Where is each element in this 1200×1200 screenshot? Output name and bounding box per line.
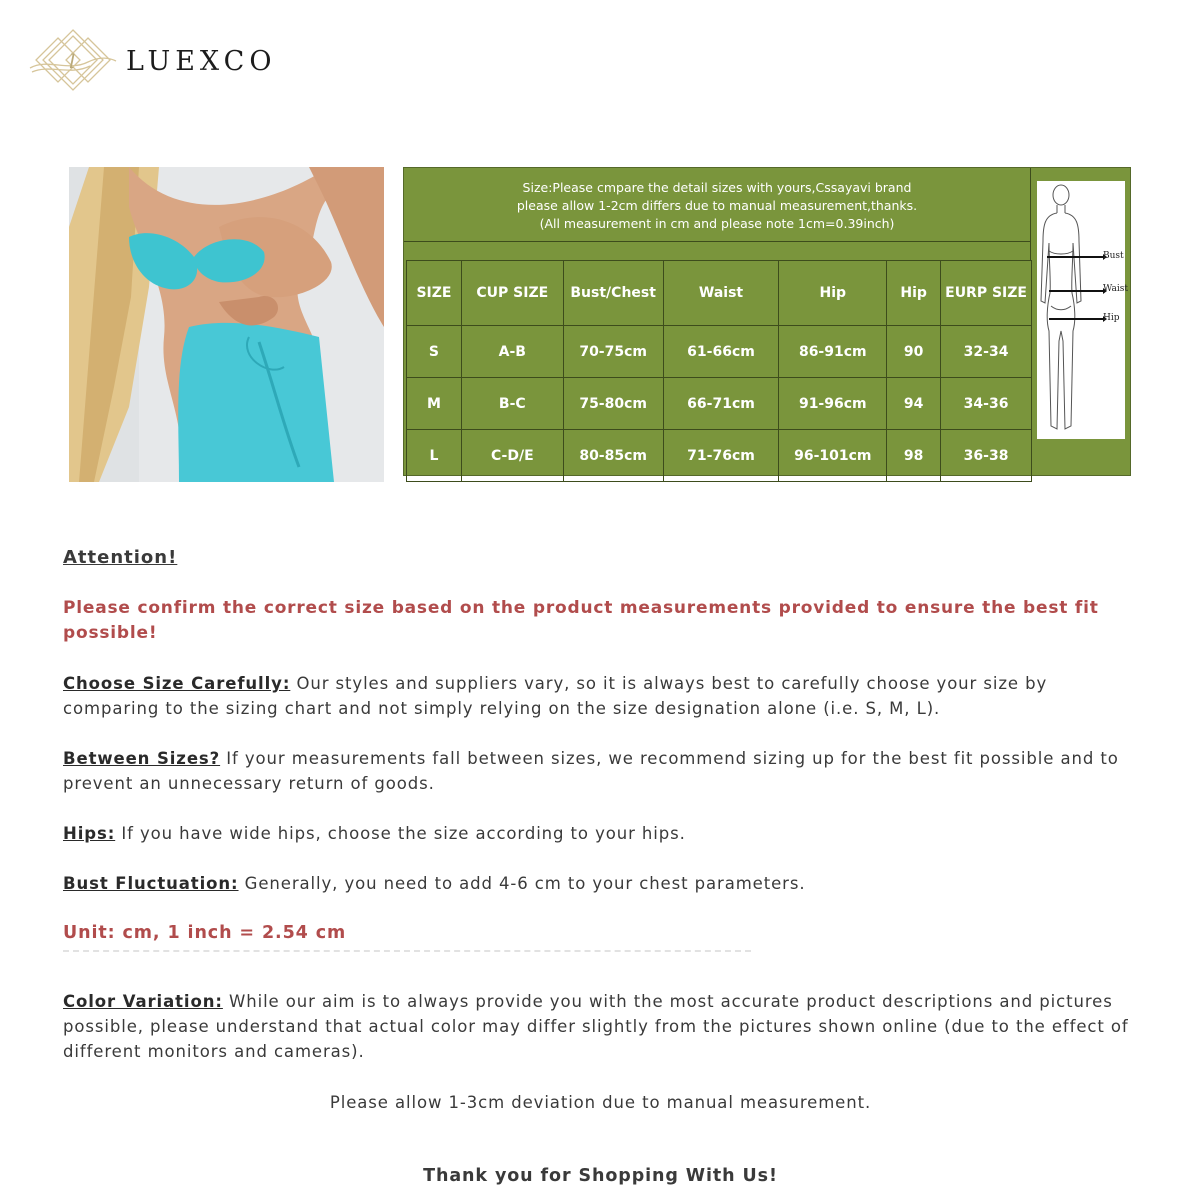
table-cell: 91-96cm — [779, 378, 887, 430]
table-cell: 71-76cm — [663, 430, 779, 482]
size-chart-note-line: (All measurement in cm and please note 1cm=0.39inch) — [539, 216, 895, 231]
section-text: Our styles and suppliers vary, so it is always best to carefully choose your size by comparing to the sizing chart and not simply relying on the size designation alone (i.e. S, M, L). — [63, 674, 1048, 718]
size-table-header: Hip — [887, 261, 941, 326]
section-choose-size — [63, 671, 1138, 721]
attention-heading: Attention! — [63, 547, 178, 568]
section-color-variation — [63, 989, 1138, 1064]
section-hips — [63, 821, 1138, 846]
deviation-note: Please allow 1-3cm deviation due to manual measurement. — [329, 1093, 872, 1112]
table-cell: 94 — [887, 378, 941, 430]
size-table-header: Bust/Chest — [563, 261, 663, 326]
table-cell: L — [407, 430, 462, 482]
table-cell: 66-71cm — [663, 378, 779, 430]
table-cell: 98 — [887, 430, 941, 482]
luexco-emblem-icon — [28, 28, 118, 92]
figure-label-hip: Hip — [1103, 313, 1120, 323]
figure-label-waist: Waist — [1103, 284, 1128, 294]
brand-logo — [28, 28, 276, 92]
size-chart-note — [404, 168, 1031, 242]
size-guide-text — [63, 545, 1138, 1189]
section-text: Generally, you need to add 4-6 cm to your chest parameters. — [238, 874, 806, 893]
table-cell: 32-34 — [941, 326, 1032, 378]
section-bust-fluctuation — [63, 871, 1138, 896]
brand-name: LUEXCO — [126, 45, 277, 77]
table-cell: 34-36 — [941, 378, 1032, 430]
figure-label-bust: Bust — [1103, 251, 1124, 261]
confirm-notice: Please confirm the correct size based on the product measurements provided to ensure the best fit possible! — [63, 598, 1099, 643]
table-cell: 75-80cm — [563, 378, 663, 430]
table-cell: M — [407, 378, 462, 430]
measurement-figure — [1037, 181, 1125, 439]
size-chart-note-line: please allow 1-2cm differs due to manual measurement,thanks. — [516, 198, 918, 213]
section-label: Bust Fluctuation: — [63, 874, 239, 893]
unit-note: Unit: cm, 1 inch = 2.54 cm — [63, 923, 347, 943]
table-cell: 80-85cm — [563, 430, 663, 482]
body-measurement-diagram — [1037, 181, 1125, 439]
table-cell: S — [407, 326, 462, 378]
table-cell: B-C — [461, 378, 563, 430]
table-cell: 86-91cm — [779, 326, 887, 378]
size-table-header: SIZE — [407, 261, 462, 326]
table-row — [407, 430, 1032, 482]
table-cell: A-B — [461, 326, 563, 378]
size-table-header-row — [407, 261, 1032, 326]
table-cell: 36-38 — [941, 430, 1032, 482]
section-text: If your measurements fall between sizes, we recommend sizing up for the best fit possible and to prevent an unnecessary return of goods. — [63, 749, 1119, 793]
table-row — [407, 326, 1032, 378]
section-label: Hips: — [63, 824, 116, 843]
thank-you-message: Thank you for Shopping With Us! — [423, 1166, 778, 1186]
product-photo — [69, 167, 384, 482]
table-cell: C-D/E — [461, 430, 563, 482]
svg-text:l: l — [69, 49, 76, 73]
table-cell: 70-75cm — [563, 326, 663, 378]
size-table-header: EURP SIZE — [941, 261, 1032, 326]
size-table-header: CUP SIZE — [461, 261, 563, 326]
section-text: While our aim is to always provide you with the most accurate product descriptions and pictures possible, please understand that actual color may differ slightly from the pictures shown online (due to the effect of different monitors and cameras). — [63, 992, 1129, 1061]
table-row — [407, 378, 1032, 430]
section-between-sizes — [63, 746, 1138, 796]
section-label: Between Sizes? — [63, 749, 221, 768]
product-photo-illustration — [69, 167, 384, 482]
section-text: If you have wide hips, choose the size according to your hips. — [115, 824, 686, 843]
size-table-header: Hip — [779, 261, 887, 326]
table-cell: 61-66cm — [663, 326, 779, 378]
size-chart-note-line: Size:Please cmpare the detail sizes with yours,Cssayavi brand — [522, 180, 912, 195]
table-cell: 96-101cm — [779, 430, 887, 482]
table-cell: 90 — [887, 326, 941, 378]
size-chart-spacer — [404, 242, 1031, 260]
size-table — [406, 260, 1032, 482]
section-label: Choose Size Carefully: — [63, 674, 291, 693]
size-table-header: Waist — [663, 261, 779, 326]
size-chart — [403, 167, 1131, 476]
section-label: Color Variation: — [63, 992, 223, 1011]
